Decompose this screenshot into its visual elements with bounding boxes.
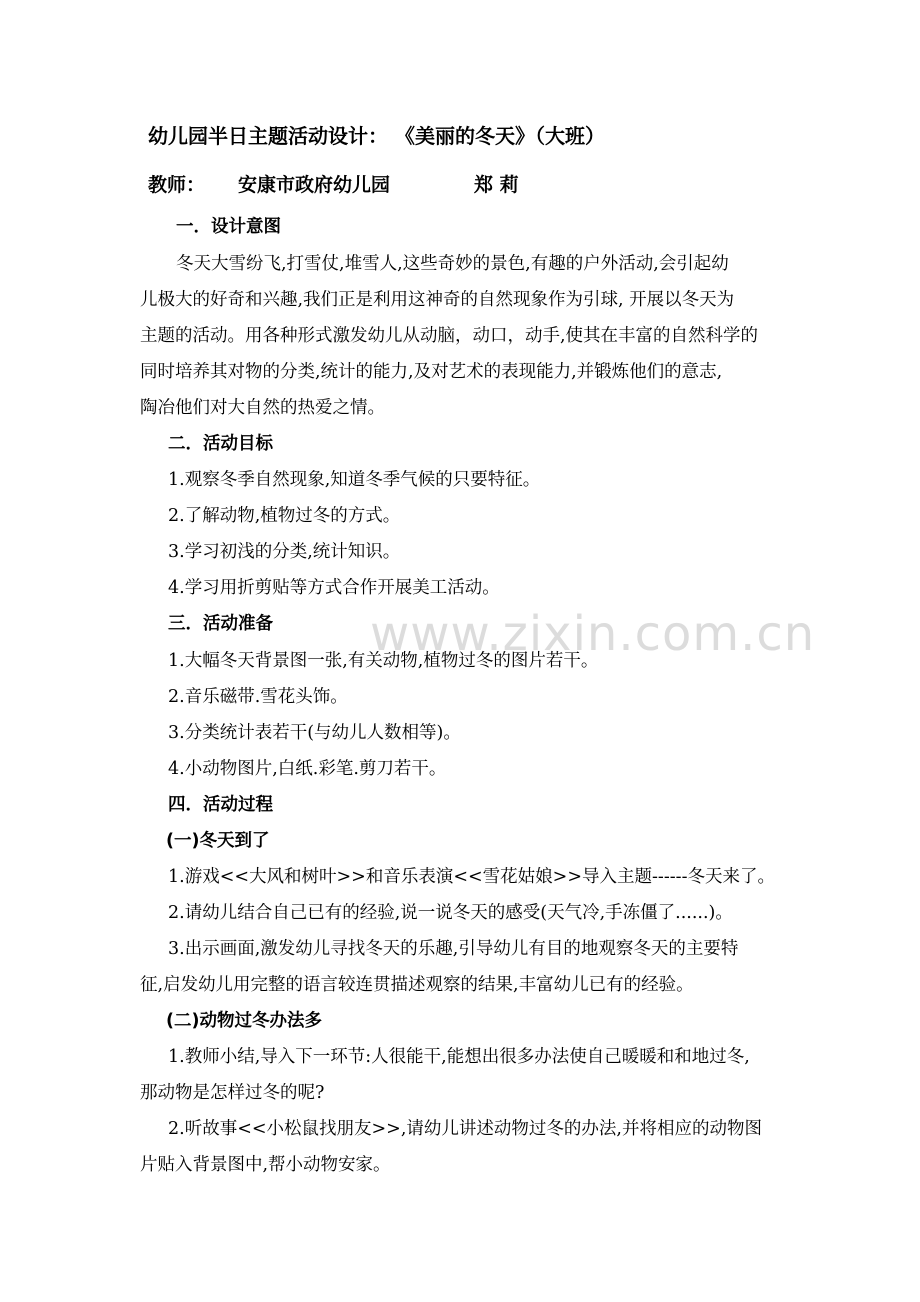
- teacher-name: 郑 莉: [474, 174, 519, 196]
- paragraph-line: 儿极大的好奇和兴趣,我们正是利用这神奇的自然现象作为引球, 开展以冬天为: [140, 290, 735, 310]
- list-item: 1.大幅冬天背景图一张,有关动物,植物过冬的图片若干。: [168, 651, 599, 671]
- subsection-heading-winter-arrives: (一)冬天到了: [166, 831, 270, 851]
- kindergarten-name: 安康市政府幼儿园: [238, 174, 391, 196]
- watermark: www.zixin.com.cn: [370, 606, 816, 662]
- list-item: 1.观察冬季自然现象,知道冬季气候的只要特征。: [168, 470, 541, 490]
- list-item: 2.了解动物,植物过冬的方式。: [168, 506, 401, 526]
- paragraph-line: 那动物是怎样过冬的呢?: [140, 1083, 325, 1103]
- subsection-heading-animals-winter: (二)动物过冬办法多: [166, 1011, 322, 1031]
- paragraph-line: 主题的活动。用各种形式激发幼儿从动脑，动口，动手,使其在丰富的自然科学的: [140, 326, 759, 346]
- list-item: 4.小动物图片,白纸.彩笔.剪刀若干。: [168, 759, 447, 779]
- paragraph-line: 陶冶他们对大自然的热爱之情。: [140, 398, 385, 418]
- section-heading-preparation: 三．活动准备: [168, 614, 273, 634]
- paragraph-line: 片贴入背景图中,帮小动物安家。: [140, 1155, 391, 1175]
- paragraph-line: 1.教师小结,导入下一环节:人很能干,能想出很多办法使自己暖暖和和地过冬,: [168, 1047, 750, 1067]
- paragraph-line: 2.请幼儿结合自己已有的经验,说一说冬天的感受(天气冷,手冻僵了......)。: [168, 903, 733, 923]
- section-heading-process: 四．活动过程: [168, 795, 273, 815]
- teacher-label: 教师：: [148, 174, 206, 196]
- section-heading-goals: 二．活动目标: [168, 434, 273, 454]
- list-item: 4.学习用折剪贴等方式合作开展美工活动。: [168, 578, 500, 598]
- paragraph-line: 3.出示画面,激发幼儿寻找冬天的乐趣,引导幼儿有目的地观察冬天的主要特: [168, 939, 739, 959]
- paragraph-line: 征,启发幼儿用完整的语言较连贯描述观察的结果,丰富幼儿已有的经验。: [140, 975, 694, 995]
- list-item: 3.学习初浅的分类,统计知识。: [168, 542, 401, 562]
- paragraph-line: 同时培养其对物的分类,统计的能力,及对艺术的表现能力,并锻炼他们的意志,: [140, 362, 723, 382]
- paragraph-line: 1.游戏<<大风和树叶>>和音乐表演<<雪花姑娘>>导入主题------冬天来了。: [168, 867, 775, 887]
- list-item: 2.音乐磁带.雪花头饰。: [168, 687, 348, 707]
- paragraph-line: 冬天大雪纷飞,打雪仗,堆雪人,这些奇妙的景色,有趣的户外活动,会引起幼: [176, 254, 729, 274]
- list-item: 3.分类统计表若干(与幼儿人数相等)。: [168, 723, 461, 743]
- document-title: 幼儿园半日主题活动设计： 《美丽的冬天》（大班）: [148, 124, 605, 148]
- paragraph-line: 2.听故事<<小松鼠找朋友>>,请幼儿讲述动物过冬的办法,并将相应的动物图: [168, 1119, 762, 1139]
- section-heading-intent: 一．设计意图: [176, 217, 281, 237]
